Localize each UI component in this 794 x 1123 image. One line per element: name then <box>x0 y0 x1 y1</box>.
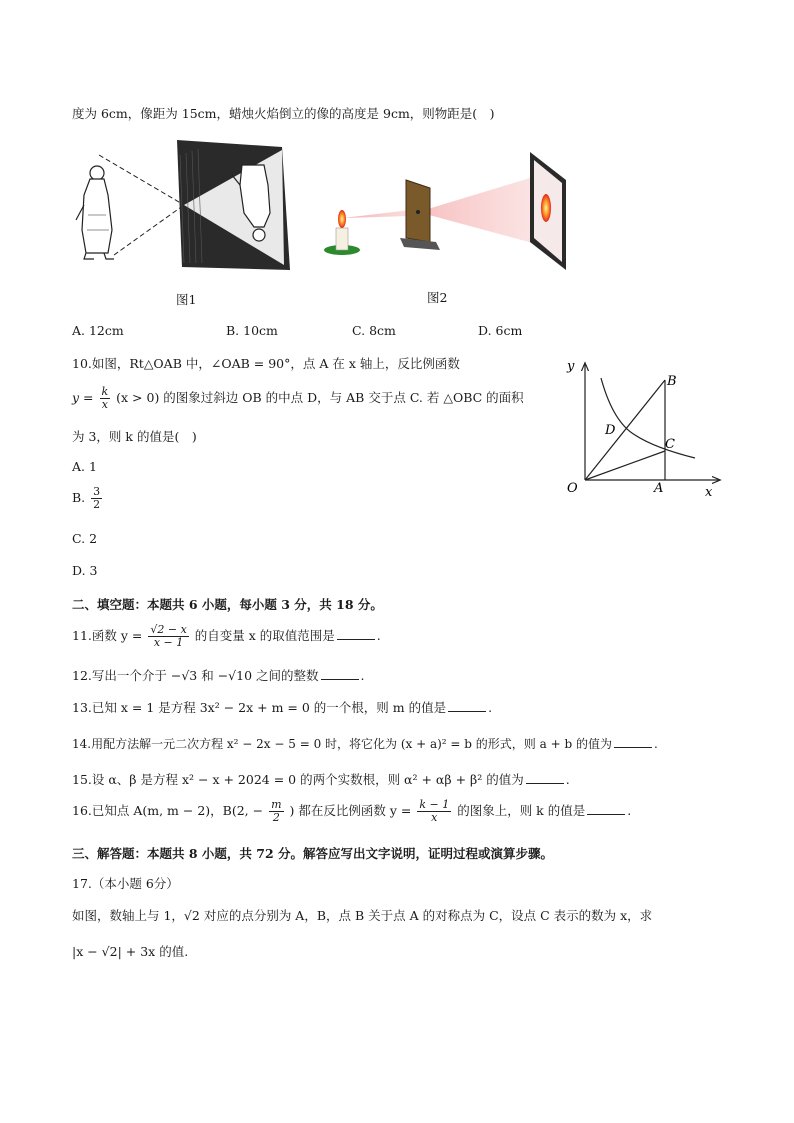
figure-2-candle <box>318 150 570 275</box>
q17-line2: |x − √2| + 3x 的值. <box>72 944 189 959</box>
q9-stem: 度为 6cm，像距为 15cm，蜡烛火焰倒立的像的高度是 9cm，则物距是( ) <box>72 106 495 121</box>
q16-blank <box>587 803 625 815</box>
ray-bottom <box>114 205 184 255</box>
person-figure <box>76 166 114 259</box>
q10-option-b: B. $\frac{3}{2}$ <box>72 485 101 511</box>
section-2-title: 二、填空题：本题共 6 小题，每小题 3 分，共 18 分。 <box>72 597 383 612</box>
q17-header: 17.（本小题 6分） <box>72 876 179 891</box>
label-x: x <box>705 485 713 500</box>
q9-option-d: D. 6cm <box>478 323 523 338</box>
fig2-caption: 图2 <box>427 290 448 305</box>
candle-body <box>336 228 348 250</box>
q13-blank <box>448 700 486 712</box>
q11-blank <box>337 628 375 640</box>
candle-flame <box>338 210 346 228</box>
q16: 16.已知点 A(m, m − 2)，B(2, − $\frac{m}{2}$ ) 都在反比例函数 y = $\frac{k - 1}{x}$ 的图象上，则 k 的值是 . <box>72 798 632 824</box>
hyperbola-curve <box>601 378 695 458</box>
label-C: C <box>665 437 675 452</box>
q10-line2: y = $\frac{k}{x}$ (x > 0) 的图象过斜边 OB 的中点 D，与 AB 交于点 C. 若 △OBC 的面积 <box>72 385 524 411</box>
projected-flame <box>541 194 551 222</box>
q10-line3: 为 3，则 k 的值是( ) <box>72 429 197 444</box>
q14-blank <box>614 736 652 748</box>
q10-option-a: A. 1 <box>72 459 97 474</box>
q9-option-a: A. 12cm <box>72 323 124 338</box>
q9-option-b: B. 10cm <box>226 323 278 338</box>
label-y: y <box>567 359 575 374</box>
q16-fraction-k: $\frac{k - 1}{x}$ <box>419 798 450 824</box>
q12-blank <box>321 668 359 680</box>
q10-line1: 10.如图，Rt△OAB 中，∠OAB = 90°，点 A 在 x 轴上，反比例函数 <box>72 356 460 371</box>
q9-option-c: C. 8cm <box>352 323 396 338</box>
ray-top <box>99 155 184 205</box>
q15-blank <box>526 772 564 784</box>
fig1-caption: 图1 <box>176 292 197 307</box>
q10-fraction: $\frac{k}{x}$ <box>101 385 109 411</box>
q15: 15.设 α、β 是方程 x² − x + 2024 = 0 的两个实数根，则 α² + αβ + β² 的值为 . <box>72 772 570 787</box>
label-A: A <box>654 481 664 496</box>
q10-option-d: D. 3 <box>72 563 98 578</box>
q17-line1: 如图，数轴上与 1，√2 对应的点分别为 A，B，点 B 关于点 A 的对称点为 C，设点 C 表示的数为 x，求 <box>72 908 653 923</box>
q10-option-c: C. 2 <box>72 531 98 546</box>
figure-1-pinhole <box>72 135 302 280</box>
q10-option-b-fraction: $\frac{3}{2}$ <box>93 485 101 511</box>
q11: 11.函数 y = $\frac{√2 - x}{x - 1}$ 的自变量 x 的取值范围是 . <box>72 623 381 649</box>
label-B: B <box>667 374 677 389</box>
q11-fraction: $\frac{√2 - x}{x - 1}$ <box>150 623 187 649</box>
q16-fraction-m: $\frac{m}{2}$ <box>271 798 282 824</box>
q12: 12.写出一个介于 −√3 和 −√10 之间的整数 . <box>72 668 365 683</box>
beam-right <box>418 175 540 245</box>
q10-graph <box>555 352 730 502</box>
label-O: O <box>567 481 578 496</box>
q13: 13.已知 x = 1 是方程 3x² − 2x + m = 0 的一个根，则 m 的值是 . <box>72 700 493 715</box>
q14: 14.用配方法解一元二次方程 x² − 2x − 5 = 0 时，将它化为 (x + a)² = b 的形式，则 a + b 的值为 . <box>72 737 658 751</box>
section-3-title: 三、解答题：本题共 8 小题，共 72 分。解答应写出文字说明，证明过程或演算步骤。 <box>72 846 554 861</box>
beam-left <box>343 210 410 218</box>
label-D: D <box>605 423 616 438</box>
